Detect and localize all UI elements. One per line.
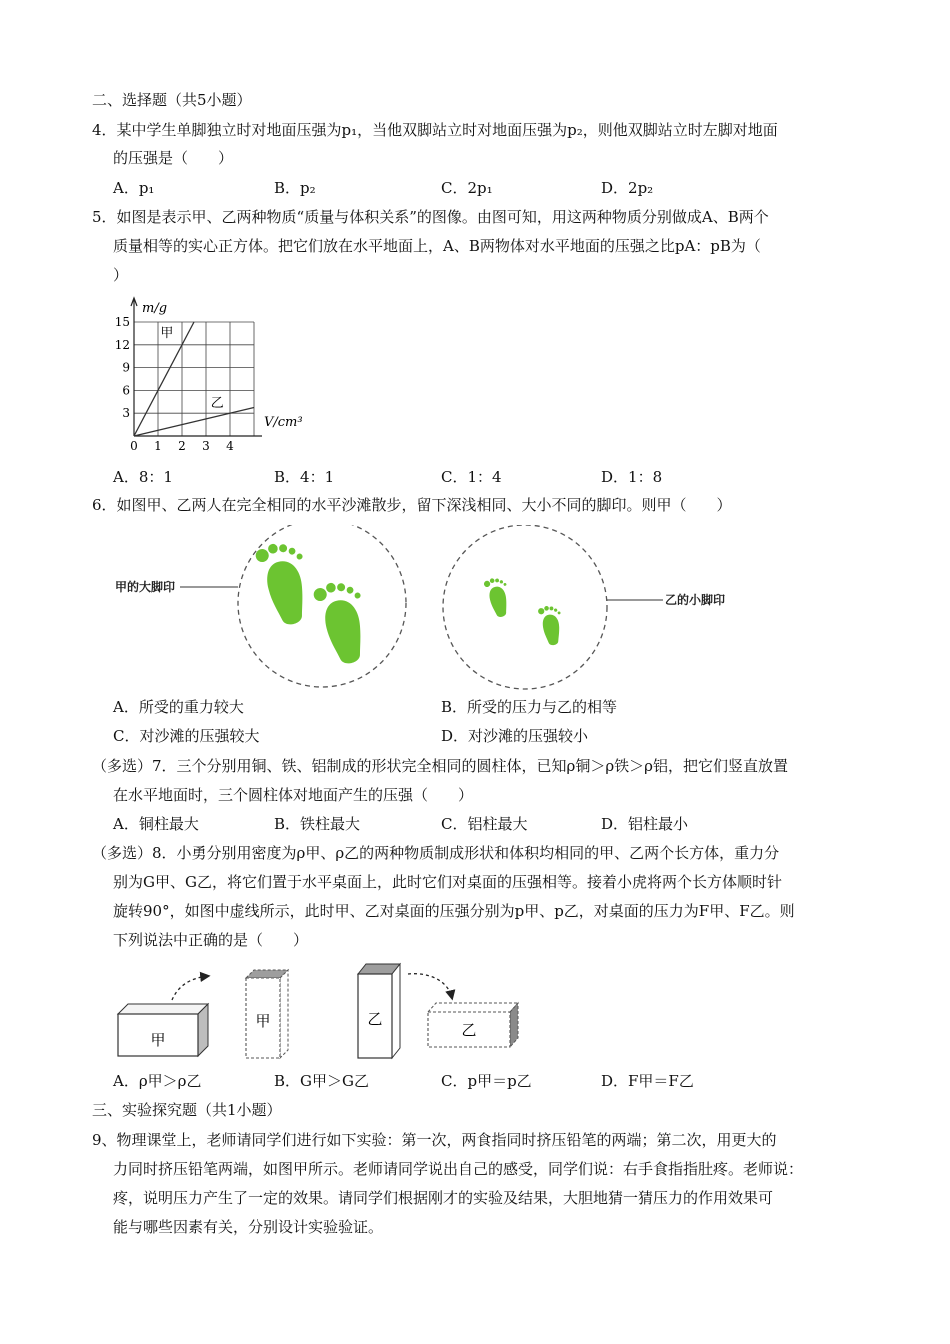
q5-option-b[interactable]: B．4：1 [274,468,335,486]
q5-stem-line3: ） [113,266,129,284]
q9-stem-line1: 9、物理课堂上，老师请同学们进行如下实验：第一次，两食指同时挤压铅笔的两端；第二次，用更大的 [92,1131,777,1149]
q6-option-c[interactable]: C．对沙滩的压强较大 [113,727,260,745]
small-footprint-label: 乙的小脚印 [665,593,726,607]
q5-option-c[interactable]: C．1：4 [441,468,502,486]
q7-stem-line1: （多选）7．三个分别用铜、铁、铝制成的形状完全相同的圆柱体，已知ρ铜＞ρ铁＞ρ铝，把它们竖直放置 [92,757,789,775]
q7-option-d[interactable]: D．铝柱最小 [601,815,689,833]
q5-option-d[interactable]: D．1：8 [601,468,663,486]
box-jia-rotated [246,970,288,1058]
y-tick-label: 6 [122,383,130,398]
q7-option-c[interactable]: C．铝柱最大 [441,815,528,833]
svg-text:甲: 甲 [255,1012,271,1030]
y-tick-label: 15 [114,315,130,329]
q6-option-a[interactable]: A．所受的重力较大 [113,698,244,716]
small-footprint-circle [443,525,607,689]
q8-stem-line1: （多选）8．小勇分别用密度为ρ甲、ρ乙的两种物质制成形状和体积均相同的甲、乙两个长方体，重力分 [92,844,780,862]
svg-text:乙: 乙 [461,1021,477,1039]
small-footprint-2 [537,604,565,647]
y-tick-label: 12 [114,337,130,352]
q5-stem-line2: 质量相等的实心正方体。把它们放在水平地面上，A、B两物体对水平地面的压强之比pA：pB为（ [113,237,761,255]
series-label-yi: 乙 [210,396,224,412]
q5-option-a[interactable]: A．8：1 [113,468,173,486]
q4-option-b[interactable]: B．p₂ [274,179,316,197]
footprints-figure [110,525,750,690]
q7-option-a[interactable]: A．铜柱最大 [113,815,199,833]
big-footprint-label: 甲的大脚印 [115,580,176,594]
svg-text:乙: 乙 [367,1010,383,1028]
x-tick-label: 2 [178,439,186,453]
box-jia-original [118,1004,208,1056]
q7-option-b[interactable]: B．铁柱最大 [274,815,361,833]
q4-stem-line2: 的压强是（ ） [113,149,234,167]
big-footprint-2 [312,577,376,668]
series-line-yi [134,408,254,437]
y-tick-label: 9 [122,360,130,375]
y-tick-label: 3 [122,406,130,421]
small-footprint-1 [483,575,514,619]
box-yi-rotated [428,1003,518,1047]
q6-option-d[interactable]: D．对沙滩的压强较小 [441,727,589,745]
q8-option-d[interactable]: D．F甲＝F乙 [601,1072,694,1090]
q8-stem-line4: 下列说法中正确的是（ ） [113,931,309,949]
q4-option-c[interactable]: C．2p₁ [441,179,493,197]
y-axis-label: m/g [142,301,168,316]
q9-stem-line2: 力同时挤压铅笔两端，如图甲所示。老师请同学说出自己的感受，同学们说：右手食指指肚疼。老师说： [113,1160,804,1178]
x-tick-label: 4 [226,439,234,453]
q8-option-c[interactable]: C．p甲＝p乙 [441,1072,532,1090]
q6-stem: 6．如图甲、乙两人在完全相同的水平沙滩散步，留下深浅相同、大小不同的脚印。则甲（ ） [92,496,732,514]
svg-text:甲: 甲 [150,1031,166,1049]
mass-volume-chart [110,292,320,462]
q4-option-d[interactable]: D．2p₂ [601,179,654,197]
q9-stem-line3: 疼，说明压力产生了一定的效果。请同学们根据刚才的实验及结果，大胆地猜一猜压力的作用效果可 [113,1189,774,1207]
q5-stem-line1: 5．如图是表示甲、乙两种物质“质量与体积关系”的图像。由图可知，用这两种物质分别做成A、B两个 [92,208,769,226]
x-axis-label: V/cm³ [264,415,303,430]
section-title-choice: 二、选择题（共5小题） [92,91,252,109]
series-label-jia: 甲 [160,326,174,342]
big-footprint-1 [254,538,318,629]
q9-stem-line4: 能与哪些因素有关，分别设计实验验证。 [113,1218,384,1236]
section-title-experiment: 三、实验探究题（共1小题） [92,1101,282,1119]
q6-option-b[interactable]: B．所受的压力与乙的相等 [441,698,618,716]
q8-option-a[interactable]: A．ρ甲＞ρ乙 [113,1072,202,1090]
q4-option-a[interactable]: A．p₁ [113,179,155,197]
x-tick-label: 1 [154,439,162,453]
q4-stem-line1: 4．某中学生单脚独立时对地面压强为p₁，当他双脚站立时对地面压强为p₂，则他双脚站立时左脚对地面 [92,121,778,139]
box-yi-original [358,964,400,1058]
q7-stem-line2: 在水平地面时，三个圆柱体对地面产生的压强（ ） [113,786,474,804]
q8-stem-line3: 旋转90°，如图中虚线所示，此时甲、乙对桌面的压强分别为p甲、p乙，对桌面的压力为F甲、F乙。则 [113,902,795,920]
q8-stem-line2: 别为G甲、G乙，将它们置于水平桌面上，此时它们对桌面的压强相等。接着小虎将两个长方体顺时针 [113,873,782,891]
x-tick-label: 3 [202,439,210,453]
q8-option-b[interactable]: B．G甲＞G乙 [274,1072,369,1090]
x-tick-label: 0 [130,439,138,453]
boxes-rotation-figure [110,958,530,1063]
